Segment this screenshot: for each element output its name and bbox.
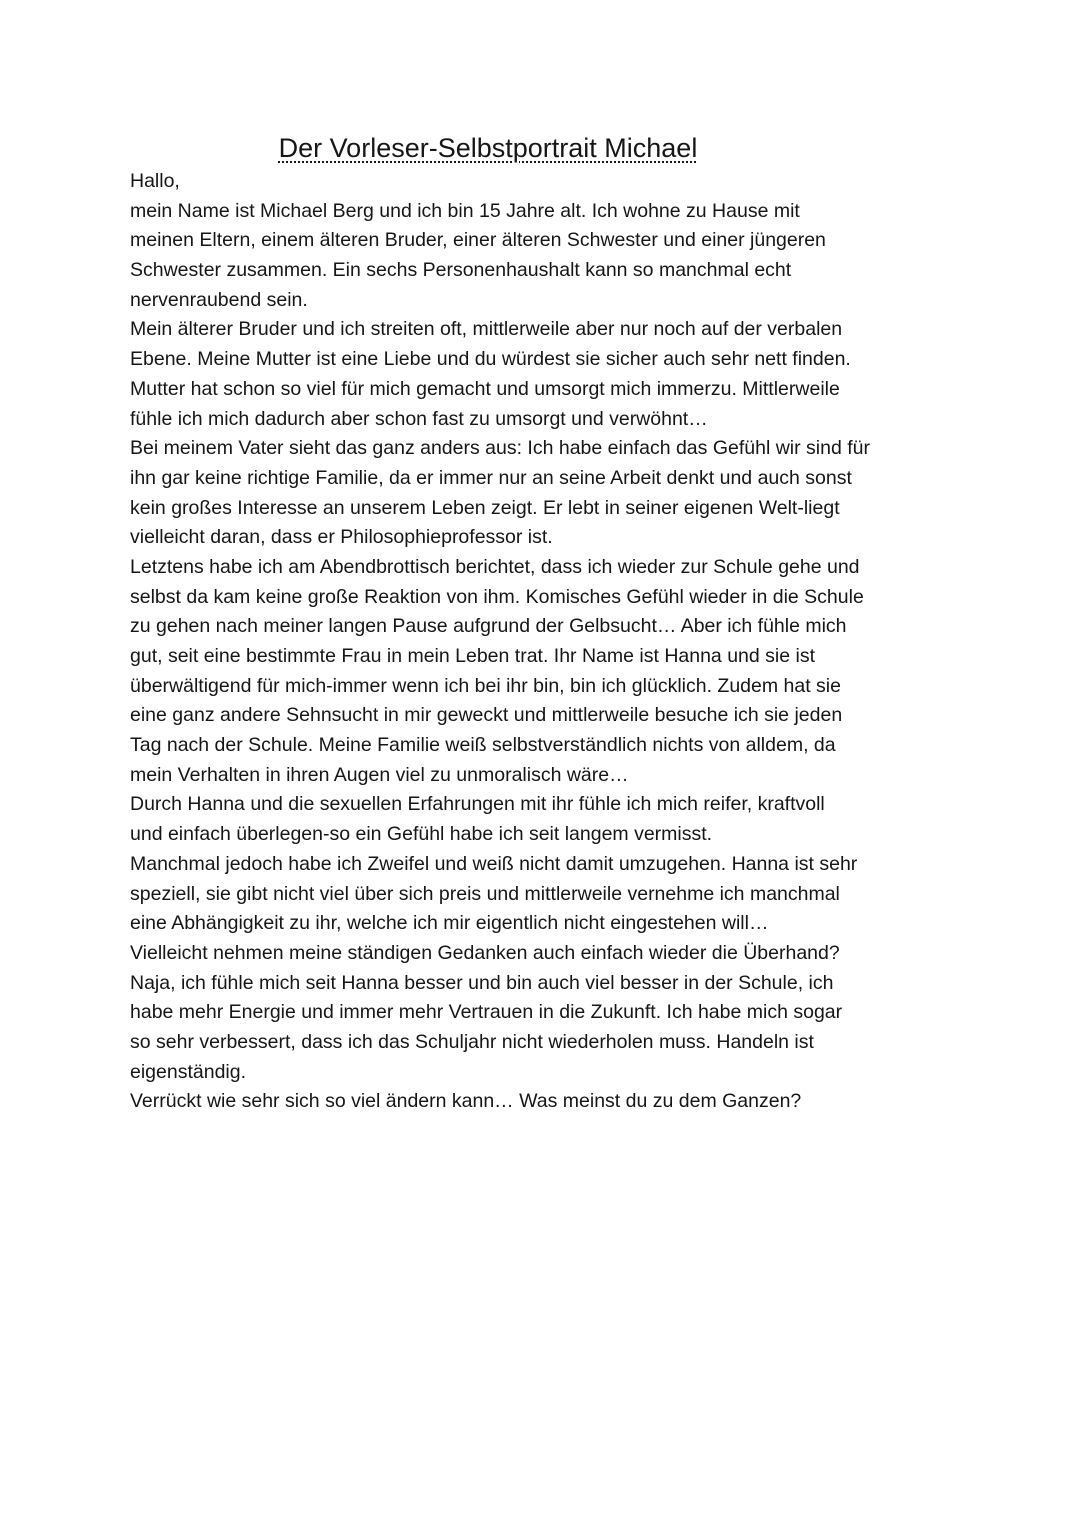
text-line: eine ganz andere Sehnsucht in mir geweckt und mittlerweile besuche ich sie jeden <box>130 704 843 727</box>
text-line: Bei meinem Vater sieht das ganz anders aus: Ich habe einfach das Gefühl wir sind für <box>130 437 870 460</box>
text-line: Tag nach der Schule. Meine Familie weiß selbstverständlich nichts von alldem, da <box>130 734 836 757</box>
text-line: so sehr verbessert, dass ich das Schuljahr nicht wiederholen muss. Handeln ist <box>130 1030 814 1053</box>
text-line: eigenständig. <box>130 1060 247 1083</box>
text-line: Schwester zusammen. Ein sechs Personenhaushalt kann so manchmal echt <box>130 259 792 282</box>
text-line: überwältigend für mich-immer wenn ich bei ihr bin, bin ich glücklich. Zudem hat sie <box>130 674 841 697</box>
text-line: kein großes Interesse an unserem Leben zeigt. Er lebt in seiner eigenen Welt-liegt <box>130 496 840 519</box>
text-line: Verrückt wie sehr sich so viel ändern kann… Was meinst du zu dem Ganzen? <box>130 1090 802 1113</box>
text-line: ihn gar keine richtige Familie, da er immer nur an seine Arbeit denkt und auch sonst <box>130 466 852 489</box>
text-line: vielleicht daran, dass er Philosophieprofessor ist. <box>130 526 553 549</box>
text-line: Hallo, <box>130 170 180 192</box>
text-line: Ebene. Meine Mutter ist eine Liebe und du würdest sie sicher auch sehr nett finden. <box>130 348 851 371</box>
text-line: speziell, sie gibt nicht viel über sich preis und mittlerweile vernehme ich manchmal <box>130 882 840 905</box>
text-line: gut, seit eine bestimmte Frau in mein Leben trat. Ihr Name ist Hanna und sie ist <box>130 645 815 667</box>
text-line: mein Verhalten in ihren Augen viel zu unmoralisch wäre… <box>130 763 629 786</box>
text-line: Mutter hat schon so viel für mich gemacht und umsorgt mich immerzu. Mittlerweile <box>130 377 840 400</box>
text-line: selbst da kam keine große Reaktion von ihm. Komisches Gefühl wieder in die Schule <box>130 585 864 608</box>
text-line: fühle ich mich dadurch aber schon fast zu umsorgt und verwöhnt… <box>130 407 708 430</box>
text-line: Manchmal jedoch habe ich Zweifel und weiß nicht damit umzugehen. Hanna ist sehr <box>130 852 858 875</box>
text-line: Durch Hanna und die sexuellen Erfahrungen mit ihr fühle ich mich reifer, kraftvoll <box>130 793 825 816</box>
document-body <box>130 167 960 1117</box>
text-line: zu gehen nach meiner langen Pause aufgrund der Gelbsucht… Aber ich fühle mich <box>130 615 847 638</box>
text-line: Naja, ich fühle mich seit Hanna besser und bin auch viel besser in der Schule, ich <box>130 971 834 994</box>
text-line: meinen Eltern, einem älteren Bruder, einer älteren Schwester und einer jüngeren <box>130 229 826 252</box>
text-line: habe mehr Energie und immer mehr Vertrauen in die Zukunft. Ich habe mich sogar <box>130 1001 843 1024</box>
document-title <box>0 130 1080 166</box>
text-line: nervenraubend sein. <box>130 288 308 311</box>
text-line: Letztens habe ich am Abendbrottisch berichtet, dass ich wieder zur Schule gehe und <box>130 555 860 578</box>
document-title-text: Der Vorleser-Selbstportrait Michael <box>278 133 698 163</box>
text-line: mein Name ist Michael Berg und ich bin 15 Jahre alt. Ich wohne zu Hause mit <box>130 199 800 222</box>
text-line: und einfach überlegen-so ein Gefühl habe ich seit langem vermisst. <box>130 823 713 846</box>
text-line: Mein älterer Bruder und ich streiten oft, mittlerweile aber nur noch auf der verbalen <box>130 318 843 341</box>
text-line: eine Abhängigkeit zu ihr, welche ich mir eigentlich nicht eingestehen will… <box>130 912 769 935</box>
text-line: Vielleicht nehmen meine ständigen Gedanken auch einfach wieder die Überhand? <box>130 941 840 964</box>
